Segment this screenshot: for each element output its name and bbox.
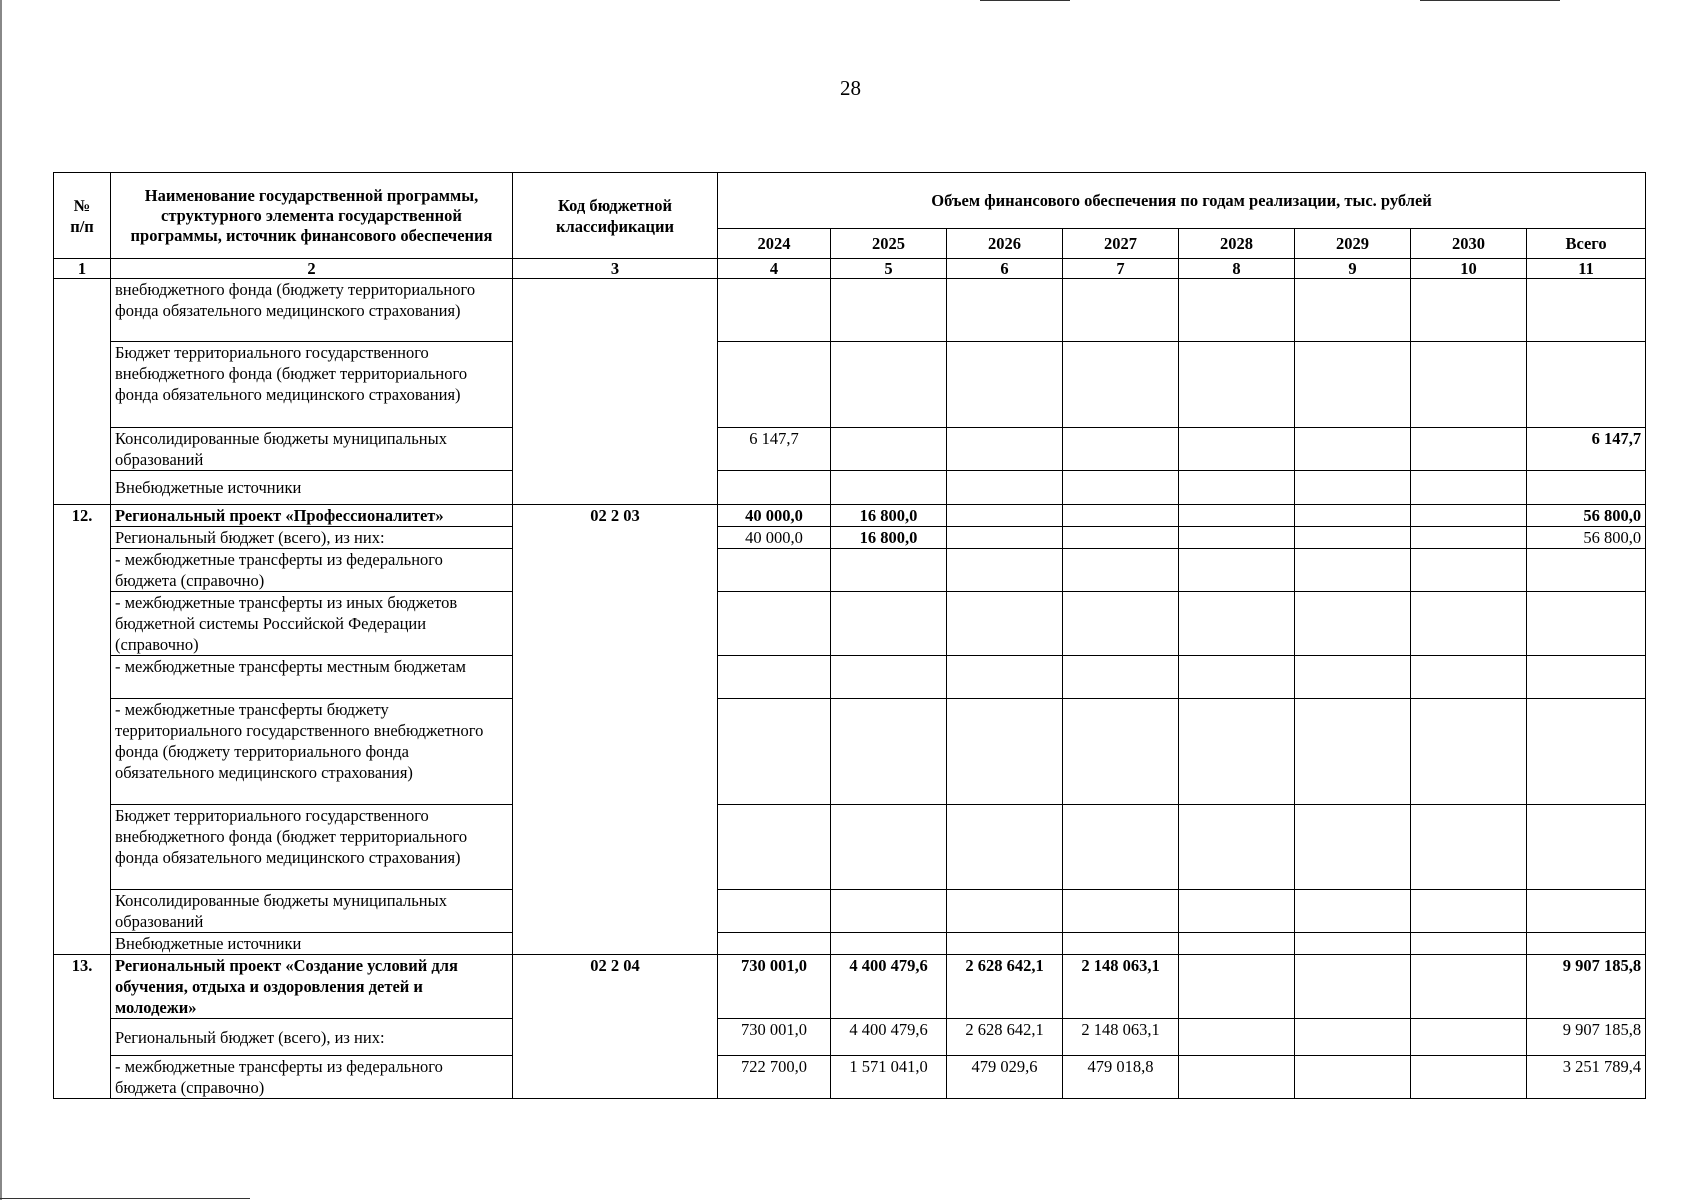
row-code: 02 2 03 xyxy=(513,505,718,955)
value-cell xyxy=(1295,933,1411,955)
value-cell xyxy=(1063,592,1179,656)
column-index: 2 xyxy=(111,259,513,279)
value-cell: 730 001,0 xyxy=(718,955,831,1019)
row-name: Региональный бюджет (всего), из них: xyxy=(111,527,513,549)
value-cell: 2 628 642,1 xyxy=(947,1019,1063,1056)
row-name: - межбюджетные трансферты из федерального бюджета (справочно) xyxy=(111,549,513,592)
value-cell xyxy=(1411,471,1527,505)
value-cell xyxy=(1063,549,1179,592)
value-cell xyxy=(1295,471,1411,505)
value-cell xyxy=(1179,471,1295,505)
value-cell xyxy=(718,890,831,933)
value-cell: 722 700,0 xyxy=(718,1056,831,1099)
total-cell xyxy=(1527,699,1646,805)
header-year: 2026 xyxy=(947,229,1063,259)
value-cell xyxy=(1411,592,1527,656)
column-index: 9 xyxy=(1295,259,1411,279)
row-name: Региональный проект «Профессионалитет» xyxy=(111,505,513,527)
row-name: - межбюджетные трансферты местным бюджетам xyxy=(111,656,513,699)
value-cell xyxy=(831,933,947,955)
value-cell xyxy=(1411,1019,1527,1056)
value-cell xyxy=(1063,805,1179,890)
value-cell xyxy=(718,549,831,592)
total-cell xyxy=(1527,656,1646,699)
header-year: 2030 xyxy=(1411,229,1527,259)
total-cell: 6 147,7 xyxy=(1527,428,1646,471)
value-cell xyxy=(1411,1056,1527,1099)
column-index: 7 xyxy=(1063,259,1179,279)
table-row xyxy=(54,428,1646,471)
header-year: 2024 xyxy=(718,229,831,259)
value-cell: 40 000,0 xyxy=(718,505,831,527)
value-cell: 4 400 479,6 xyxy=(831,955,947,1019)
value-cell xyxy=(1063,471,1179,505)
total-cell xyxy=(1527,549,1646,592)
header-code: Код бюджетной классификации xyxy=(513,173,718,259)
value-cell xyxy=(947,279,1063,342)
value-cell xyxy=(831,549,947,592)
value-cell xyxy=(947,505,1063,527)
value-cell: 2 148 063,1 xyxy=(1063,955,1179,1019)
value-cell xyxy=(1295,955,1411,1019)
table-row xyxy=(54,527,1646,549)
table-row xyxy=(54,933,1646,955)
value-cell xyxy=(831,279,947,342)
value-cell xyxy=(1063,527,1179,549)
value-cell xyxy=(718,656,831,699)
total-cell: 56 800,0 xyxy=(1527,505,1646,527)
value-cell xyxy=(1295,527,1411,549)
value-cell xyxy=(947,699,1063,805)
value-cell xyxy=(1295,279,1411,342)
table-row xyxy=(54,505,1646,527)
row-number: 13. xyxy=(54,955,111,1099)
value-cell xyxy=(947,805,1063,890)
column-index: 6 xyxy=(947,259,1063,279)
total-cell: 3 251 789,4 xyxy=(1527,1056,1646,1099)
value-cell xyxy=(1179,805,1295,890)
table-row xyxy=(54,471,1646,505)
value-cell xyxy=(1179,549,1295,592)
total-cell: 56 800,0 xyxy=(1527,527,1646,549)
value-cell xyxy=(718,471,831,505)
header-name: Наименование государственной программы, структурного элемента государственной программы, источник финансового обеспечения xyxy=(111,173,513,259)
value-cell xyxy=(1179,592,1295,656)
table-row xyxy=(54,592,1646,656)
table-row xyxy=(54,955,1646,1019)
column-index: 3 xyxy=(513,259,718,279)
column-index-row xyxy=(54,259,1646,279)
value-cell xyxy=(1411,505,1527,527)
value-cell xyxy=(1411,279,1527,342)
value-cell xyxy=(831,805,947,890)
value-cell xyxy=(1179,890,1295,933)
value-cell xyxy=(718,805,831,890)
header-year: 2028 xyxy=(1179,229,1295,259)
value-cell xyxy=(1179,933,1295,955)
value-cell: 6 147,7 xyxy=(718,428,831,471)
value-cell xyxy=(831,342,947,428)
value-cell: 40 000,0 xyxy=(718,527,831,549)
value-cell xyxy=(947,592,1063,656)
value-cell xyxy=(947,656,1063,699)
value-cell: 16 800,0 xyxy=(831,527,947,549)
column-index: 4 xyxy=(718,259,831,279)
total-cell: 9 907 185,8 xyxy=(1527,955,1646,1019)
column-index: 5 xyxy=(831,259,947,279)
value-cell xyxy=(1411,933,1527,955)
value-cell xyxy=(947,527,1063,549)
column-index: 8 xyxy=(1179,259,1295,279)
value-cell xyxy=(1179,342,1295,428)
total-cell xyxy=(1527,933,1646,955)
value-cell xyxy=(1295,342,1411,428)
row-name: внебюджетного фонда (бюджету территориального фонда обязательного медицинского страхования) xyxy=(111,279,513,342)
value-cell xyxy=(1063,890,1179,933)
value-cell xyxy=(718,592,831,656)
header-year: 2027 xyxy=(1063,229,1179,259)
table-row xyxy=(54,656,1646,699)
total-cell xyxy=(1527,592,1646,656)
table-row xyxy=(54,1056,1646,1099)
total-cell xyxy=(1527,471,1646,505)
value-cell xyxy=(1411,955,1527,1019)
value-cell xyxy=(1063,279,1179,342)
table-row xyxy=(54,699,1646,805)
value-cell xyxy=(1063,933,1179,955)
row-name: Региональный проект «Создание условий для обучения, отдыха и оздоровления детей и молодежи» xyxy=(111,955,513,1019)
value-cell xyxy=(1295,699,1411,805)
value-cell xyxy=(1179,527,1295,549)
table-row xyxy=(54,805,1646,890)
value-cell xyxy=(831,592,947,656)
value-cell xyxy=(1063,342,1179,428)
row-name: - межбюджетные трансферты бюджету территориального государственного внебюджетного фонда (бюджету территориального фонда обязательного медицинского страхования) xyxy=(111,699,513,805)
value-cell xyxy=(1179,279,1295,342)
value-cell: 16 800,0 xyxy=(831,505,947,527)
value-cell xyxy=(1179,1056,1295,1099)
value-cell xyxy=(1295,890,1411,933)
value-cell xyxy=(1295,505,1411,527)
value-cell xyxy=(831,890,947,933)
value-cell xyxy=(1411,549,1527,592)
value-cell xyxy=(718,699,831,805)
row-name: Региональный бюджет (всего), из них: xyxy=(111,1019,513,1056)
total-cell xyxy=(1527,342,1646,428)
value-cell xyxy=(947,471,1063,505)
value-cell xyxy=(1295,428,1411,471)
value-cell: 4 400 479,6 xyxy=(831,1019,947,1056)
value-cell xyxy=(1411,428,1527,471)
value-cell xyxy=(947,933,1063,955)
table-row xyxy=(54,342,1646,428)
value-cell xyxy=(1411,656,1527,699)
row-number: 12. xyxy=(54,505,111,955)
value-cell xyxy=(718,279,831,342)
value-cell xyxy=(831,428,947,471)
value-cell xyxy=(1295,1056,1411,1099)
row-name: Консолидированные бюджеты муниципальных образований xyxy=(111,428,513,471)
value-cell xyxy=(947,342,1063,428)
value-cell xyxy=(1411,527,1527,549)
table-row xyxy=(54,1019,1646,1056)
value-cell xyxy=(1179,699,1295,805)
value-cell xyxy=(1179,1019,1295,1056)
scan-mark xyxy=(1420,0,1560,1)
financing-table xyxy=(53,172,1646,1099)
row-code xyxy=(513,279,718,505)
header-year: 2029 xyxy=(1295,229,1411,259)
total-cell xyxy=(1527,805,1646,890)
value-cell xyxy=(1179,955,1295,1019)
table-row xyxy=(54,890,1646,933)
value-cell xyxy=(1411,699,1527,805)
total-cell xyxy=(1527,279,1646,342)
value-cell xyxy=(1295,805,1411,890)
value-cell xyxy=(831,656,947,699)
header-volume: Объем финансового обеспечения по годам реализации, тыс. рублей xyxy=(718,173,1646,229)
table-row xyxy=(54,279,1646,342)
value-cell xyxy=(718,933,831,955)
row-name: - межбюджетные трансферты из федерального бюджета (справочно) xyxy=(111,1056,513,1099)
row-name: Внебюджетные источники xyxy=(111,933,513,955)
row-code: 02 2 04 xyxy=(513,955,718,1099)
header-total: Всего xyxy=(1527,229,1646,259)
value-cell xyxy=(1411,342,1527,428)
row-name: Бюджет территориального государственного внебюджетного фонда (бюджет территориального фонда обязательного медицинского страхования) xyxy=(111,805,513,890)
value-cell: 2 148 063,1 xyxy=(1063,1019,1179,1056)
value-cell xyxy=(947,428,1063,471)
column-index: 11 xyxy=(1527,259,1646,279)
value-cell xyxy=(1411,805,1527,890)
header-number: № п/п xyxy=(54,173,111,259)
scan-mark xyxy=(980,0,1070,1)
value-cell xyxy=(831,471,947,505)
header-year: 2025 xyxy=(831,229,947,259)
value-cell: 730 001,0 xyxy=(718,1019,831,1056)
value-cell: 479 018,8 xyxy=(1063,1056,1179,1099)
value-cell xyxy=(1063,656,1179,699)
value-cell xyxy=(1063,428,1179,471)
value-cell xyxy=(1295,656,1411,699)
scan-edge-line xyxy=(0,0,2,1200)
column-index: 10 xyxy=(1411,259,1527,279)
total-cell xyxy=(1527,890,1646,933)
value-cell xyxy=(1295,592,1411,656)
value-cell xyxy=(1179,656,1295,699)
scan-mark xyxy=(0,1198,250,1199)
value-cell xyxy=(1063,699,1179,805)
row-name: - межбюджетные трансферты из иных бюджетов бюджетной системы Российской Федерации (справочно) xyxy=(111,592,513,656)
total-cell: 9 907 185,8 xyxy=(1527,1019,1646,1056)
value-cell xyxy=(718,342,831,428)
row-name: Бюджет территориального государственного внебюджетного фонда (бюджет территориального фонда обязательного медицинского страхования) xyxy=(111,342,513,428)
row-name: Консолидированные бюджеты муниципальных образований xyxy=(111,890,513,933)
value-cell xyxy=(1295,549,1411,592)
value-cell xyxy=(1179,428,1295,471)
value-cell xyxy=(947,890,1063,933)
value-cell xyxy=(1179,505,1295,527)
value-cell: 2 628 642,1 xyxy=(947,955,1063,1019)
value-cell: 1 571 041,0 xyxy=(831,1056,947,1099)
page-number: 28 xyxy=(840,76,861,100)
value-cell xyxy=(1295,1019,1411,1056)
column-index: 1 xyxy=(54,259,111,279)
row-name: Внебюджетные источники xyxy=(111,471,513,505)
table-row xyxy=(54,549,1646,592)
value-cell xyxy=(831,699,947,805)
row-number xyxy=(54,279,111,505)
value-cell: 479 029,6 xyxy=(947,1056,1063,1099)
value-cell xyxy=(1411,890,1527,933)
value-cell xyxy=(1063,505,1179,527)
value-cell xyxy=(947,549,1063,592)
